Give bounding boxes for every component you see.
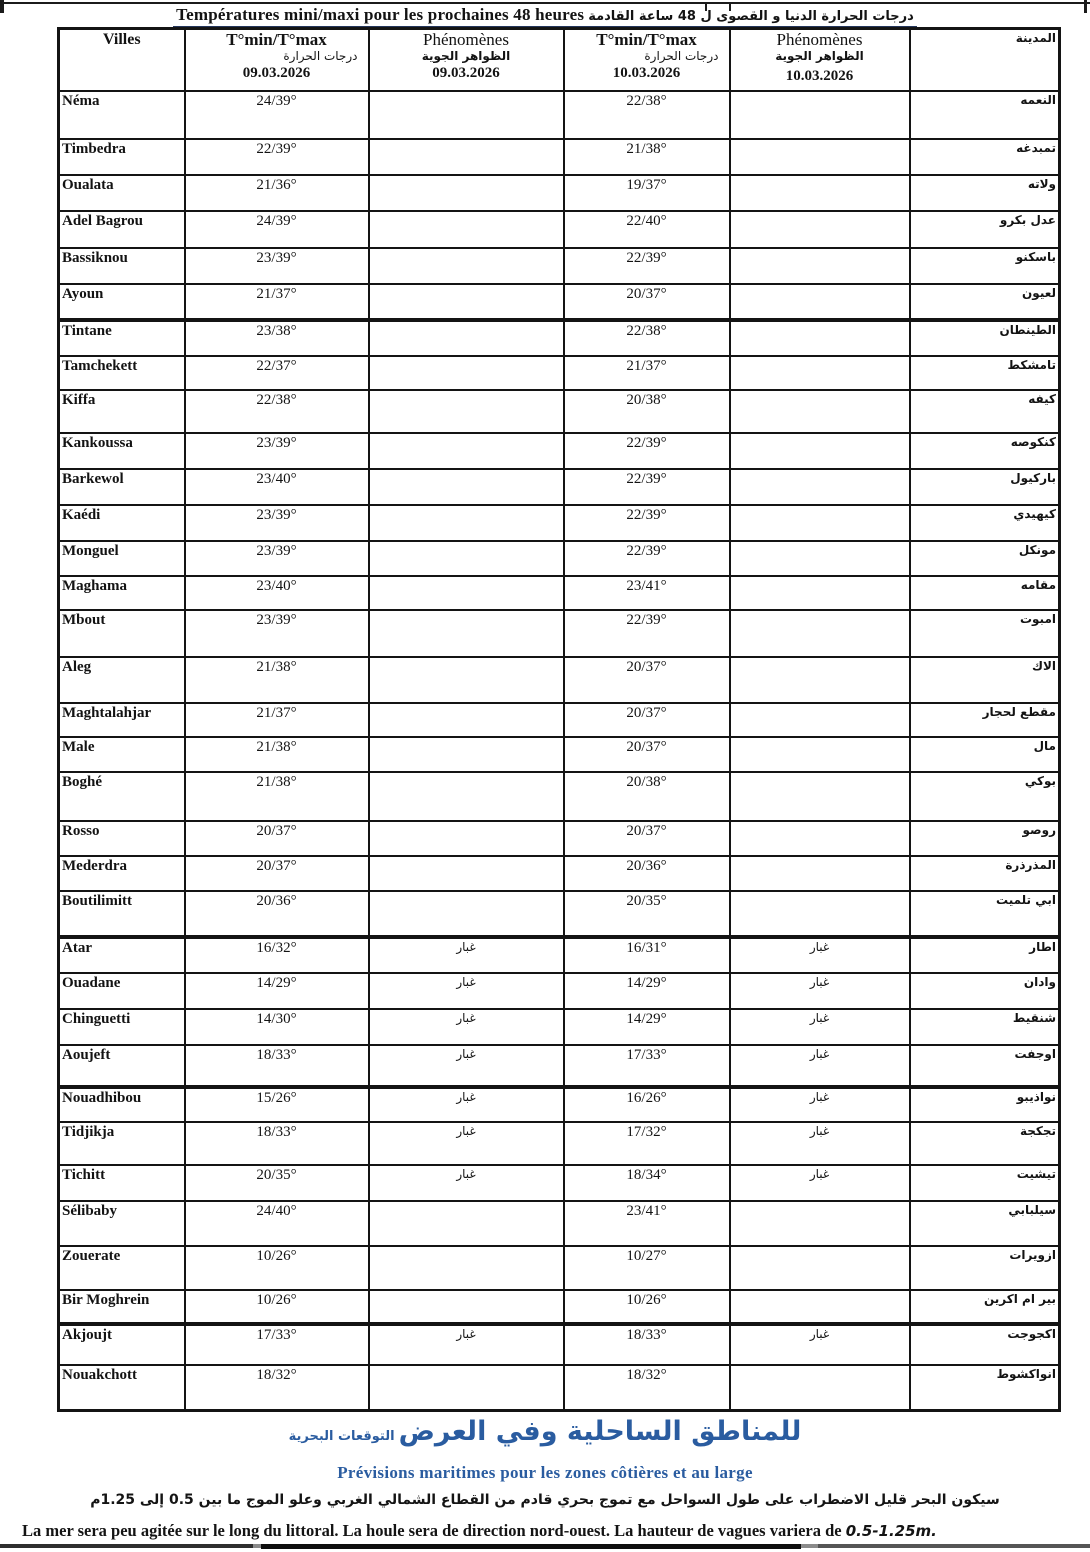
sea-state-text-ar: سيكون البحر قليل الاضطراب على طول السواحل مع تموج بحري قادم من القطاع الشمالي الغربي وعلو الموج ما بين 0.5 إلى 1.25م — [90, 1492, 1000, 1508]
phenomena-day2-value — [730, 469, 910, 505]
sea-state-fr-sentence: La mer sera peu agitée sur le long du littoral. La houle sera de direction nord-ouest. La hauteur de vagues variera de — [22, 1521, 842, 1540]
city-name-ar: اوجفت — [910, 1045, 1060, 1087]
temp-day1-subtitle-ar: درجات الحرارة — [283, 48, 358, 63]
temp-day2-value: 22/39° — [564, 610, 730, 657]
phenomena-day2-value — [730, 821, 910, 856]
phenomena-day1-value — [369, 576, 564, 610]
table-row — [59, 737, 1060, 772]
phenomena-day2-value — [730, 1290, 910, 1324]
temp-day2-value: 20/37° — [564, 703, 730, 737]
phen-day2-title: Phénomènes — [776, 30, 863, 49]
temp-day2-value: 10/26° — [564, 1290, 730, 1324]
phenomena-day1-value — [369, 1201, 564, 1246]
phenomena-day1-value: غبار — [369, 1009, 564, 1045]
phenomena-day2-value — [730, 91, 910, 139]
column-header-temp-day2 — [564, 29, 730, 91]
temp-day2-value: 22/40° — [564, 211, 730, 248]
city-name-fr: Tichitt — [59, 1165, 185, 1201]
temp-day2-subtitle-ar: درجات الحرارة — [644, 48, 719, 63]
city-name-fr: Boutilimitt — [59, 891, 185, 937]
phenomena-day2-value: غبار — [730, 973, 910, 1009]
temp-day1-value: 23/40° — [185, 469, 369, 505]
phenomena-day2-value — [730, 320, 910, 356]
table-row — [59, 821, 1060, 856]
table-row — [59, 1246, 1060, 1290]
phenomena-day1-value — [369, 505, 564, 541]
temp-day1-value: 21/36° — [185, 175, 369, 211]
city-name-fr: Monguel — [59, 541, 185, 576]
city-name-fr: Atar — [59, 937, 185, 973]
temp-day2-value: 23/41° — [564, 576, 730, 610]
city-name-ar: ابي تلميت — [910, 891, 1060, 937]
marine-heading-ar-main: للمناطق الساحلية وفي العرض — [398, 1416, 802, 1447]
city-name-fr: Rosso — [59, 821, 185, 856]
city-name-fr: Kaédi — [59, 505, 185, 541]
phenomena-day2-value — [730, 1365, 910, 1411]
phenomena-day1-value: غبار — [369, 1087, 564, 1122]
wave-height-range: 0.5-1.25m. — [845, 1522, 937, 1540]
city-name-ar: لعيون — [910, 284, 1060, 320]
phenomena-day1-value: غبار — [369, 1045, 564, 1087]
table-row — [59, 576, 1060, 610]
city-name-fr: Oualata — [59, 175, 185, 211]
phenomena-day1-value: غبار — [369, 1165, 564, 1201]
phenomena-day2-value — [730, 248, 910, 284]
phenomena-day1-value — [369, 1290, 564, 1324]
city-name-ar: المذرذرة — [910, 856, 1060, 891]
phenomena-day2-value — [730, 737, 910, 772]
table-row — [59, 610, 1060, 657]
city-name-ar: تجكجة — [910, 1122, 1060, 1165]
phenomena-day2-value — [730, 211, 910, 248]
temp-day1-value: 22/38° — [185, 390, 369, 433]
temp-day2-date: 10.03.2026 — [612, 64, 681, 81]
city-name-ar: نواذيبو — [910, 1087, 1060, 1122]
phenomena-day1-value — [369, 610, 564, 657]
temp-day1-value: 20/35° — [185, 1165, 369, 1201]
temp-day2-value: 18/32° — [564, 1365, 730, 1411]
phenomena-day1-value — [369, 737, 564, 772]
phenomena-day2-value: غبار — [730, 1045, 910, 1087]
column-header-phenomena-day1 — [369, 29, 564, 91]
temp-day1-value: 14/29° — [185, 973, 369, 1009]
table-row — [59, 91, 1060, 139]
table-row — [59, 1165, 1060, 1201]
temp-day1-value: 20/37° — [185, 821, 369, 856]
temp-day1-value: 22/39° — [185, 139, 369, 175]
city-name-fr: Nouadhibou — [59, 1087, 185, 1122]
table-row — [59, 1087, 1060, 1122]
city-name-fr: Tidjikja — [59, 1122, 185, 1165]
temp-day1-value: 23/40° — [185, 576, 369, 610]
city-name-fr: Ouadane — [59, 973, 185, 1009]
temp-day2-value: 14/29° — [564, 1009, 730, 1045]
temp-day1-value: 23/39° — [185, 505, 369, 541]
city-name-ar: امبوت — [910, 610, 1060, 657]
phenomena-day2-value — [730, 356, 910, 390]
city-name-ar: تامشكط — [910, 356, 1060, 390]
phenomena-day1-value — [369, 356, 564, 390]
phenomena-day1-value — [369, 175, 564, 211]
city-name-ar: النعمه — [910, 91, 1060, 139]
table-body — [59, 91, 1060, 1411]
phenomena-day2-value — [730, 433, 910, 469]
phenomena-day2-value — [730, 175, 910, 211]
temp-day2-value: 21/38° — [564, 139, 730, 175]
city-name-fr: Ayoun — [59, 284, 185, 320]
table-row — [59, 937, 1060, 973]
city-name-ar: سيلبابي — [910, 1201, 1060, 1246]
table-row — [59, 973, 1060, 1009]
city-name-fr: Timbedra — [59, 139, 185, 175]
phenomena-day2-value — [730, 576, 910, 610]
city-name-ar: باركيول — [910, 469, 1060, 505]
phenomena-day1-value — [369, 1365, 564, 1411]
temp-day1-value: 21/37° — [185, 284, 369, 320]
temp-day2-value: 23/41° — [564, 1201, 730, 1246]
city-name-ar: تيشيت — [910, 1165, 1060, 1201]
city-name-fr: Zouerate — [59, 1246, 185, 1290]
table-row — [59, 657, 1060, 703]
phenomena-day2-value — [730, 1201, 910, 1246]
table-row — [59, 433, 1060, 469]
phenomena-day1-value — [369, 284, 564, 320]
table-row — [59, 469, 1060, 505]
phen-day2-subtitle-ar: الظواهر الجوية — [775, 48, 864, 63]
city-name-ar: مال — [910, 737, 1060, 772]
temp-day1-value: 21/38° — [185, 657, 369, 703]
city-name-fr: Kankoussa — [59, 433, 185, 469]
bottom-rule-segment — [0, 1544, 253, 1548]
phenomena-day2-value: غبار — [730, 1087, 910, 1122]
city-name-fr: Sélibaby — [59, 1201, 185, 1246]
temp-day2-value: 22/39° — [564, 469, 730, 505]
temp-day1-value: 10/26° — [185, 1246, 369, 1290]
temp-day2-value: 17/32° — [564, 1122, 730, 1165]
temp-day2-value: 21/37° — [564, 356, 730, 390]
city-name-fr: Akjoujt — [59, 1324, 185, 1365]
phenomena-day2-value: غبار — [730, 1009, 910, 1045]
table-row — [59, 284, 1060, 320]
temp-day2-value: 20/38° — [564, 772, 730, 821]
phenomena-day2-value: غبار — [730, 1324, 910, 1365]
city-name-ar: اطار — [910, 937, 1060, 973]
temp-day1-value: 17/33° — [185, 1324, 369, 1365]
phenomena-day2-value — [730, 772, 910, 821]
temp-day2-value: 16/26° — [564, 1087, 730, 1122]
phenomena-day1-value — [369, 139, 564, 175]
city-name-fr: Néma — [59, 91, 185, 139]
city-name-fr: Nouakchott — [59, 1365, 185, 1411]
temp-day1-value: 24/39° — [185, 211, 369, 248]
table-row — [59, 1009, 1060, 1045]
phenomena-day2-value — [730, 1246, 910, 1290]
bottom-rule-segment — [261, 1544, 801, 1549]
city-name-fr: Maghama — [59, 576, 185, 610]
temp-day1-value: 22/37° — [185, 356, 369, 390]
phenomena-day1-value — [369, 657, 564, 703]
city-name-fr: Maghtalahjar — [59, 703, 185, 737]
temp-day2-value: 20/37° — [564, 657, 730, 703]
city-name-fr: Boghé — [59, 772, 185, 821]
table-row — [59, 1201, 1060, 1246]
table-row — [59, 320, 1060, 356]
phenomena-day2-value — [730, 390, 910, 433]
city-name-ar: كنكوصه — [910, 433, 1060, 469]
phenomena-day2-value — [730, 610, 910, 657]
city-name-fr: Bassiknou — [59, 248, 185, 284]
phenomena-day1-value — [369, 541, 564, 576]
temp-day2-value: 22/38° — [564, 91, 730, 139]
phenomena-day2-value — [730, 505, 910, 541]
city-name-ar: ازويرات — [910, 1246, 1060, 1290]
phenomena-day1-value — [369, 91, 564, 139]
table-header — [59, 29, 1060, 91]
table-row — [59, 1122, 1060, 1165]
city-name-ar: بوكي — [910, 772, 1060, 821]
table-row — [59, 248, 1060, 284]
table-row — [59, 356, 1060, 390]
phenomena-day2-value: غبار — [730, 937, 910, 973]
header-row — [59, 29, 1060, 91]
city-name-ar: تمبدغه — [910, 139, 1060, 175]
temp-day1-value: 23/39° — [185, 541, 369, 576]
city-name-ar: مقطع لحجار — [910, 703, 1060, 737]
temp-day2-value: 20/35° — [564, 891, 730, 937]
temp-day1-value: 18/33° — [185, 1045, 369, 1087]
phen-day1-title: Phénomènes — [423, 30, 509, 49]
marine-heading-ar-sub: التوقعات البحرية — [288, 1429, 395, 1444]
bottom-rule-segment — [818, 1544, 1090, 1548]
temp-day2-value: 20/37° — [564, 284, 730, 320]
city-name-ar: عدل بكرو — [910, 211, 1060, 248]
temp-day2-value: 18/33° — [564, 1324, 730, 1365]
table-row — [59, 211, 1060, 248]
table-row — [59, 175, 1060, 211]
temp-day1-value: 16/32° — [185, 937, 369, 973]
page-bottom-rule — [0, 1544, 1090, 1548]
phenomena-day1-value — [369, 821, 564, 856]
temp-day2-value: 22/39° — [564, 433, 730, 469]
temp-day2-value: 16/31° — [564, 937, 730, 973]
city-name-ar: بير ام اكرين — [910, 1290, 1060, 1324]
temp-day1-title: T°min/T°max — [226, 30, 327, 49]
column-header-city-arabic: المدينة — [910, 29, 1060, 91]
temp-day2-value: 22/39° — [564, 541, 730, 576]
phenomena-day1-value — [369, 891, 564, 937]
phenomena-day1-value — [369, 248, 564, 284]
table-row — [59, 772, 1060, 821]
marine-forecast-heading-fr: Prévisions maritimes pour les zones côtières et au large — [337, 1463, 753, 1482]
temp-day2-value: 22/38° — [564, 320, 730, 356]
table-row — [59, 1365, 1060, 1411]
phenomena-day2-value: غبار — [730, 1122, 910, 1165]
temp-day1-value: 23/39° — [185, 248, 369, 284]
temp-day2-value: 20/37° — [564, 737, 730, 772]
city-name-ar: انواكشوط — [910, 1365, 1060, 1411]
phenomena-day2-value — [730, 284, 910, 320]
city-name-fr: Male — [59, 737, 185, 772]
city-name-fr: Bir Moghrein — [59, 1290, 185, 1324]
temp-day2-value: 10/27° — [564, 1246, 730, 1290]
city-name-fr: Tintane — [59, 320, 185, 356]
city-name-fr: Barkewol — [59, 469, 185, 505]
city-name-ar: ولاته — [910, 175, 1060, 211]
table-row — [59, 505, 1060, 541]
phenomena-day1-value — [369, 433, 564, 469]
city-name-fr: Aleg — [59, 657, 185, 703]
title-arabic: درجات الحرارة الدنيا و القصوى ل 48 ساعة القادمة — [588, 9, 914, 24]
phenomena-day1-value — [369, 469, 564, 505]
city-name-ar: شنقيط — [910, 1009, 1060, 1045]
temp-day2-value: 20/36° — [564, 856, 730, 891]
table-row — [59, 856, 1060, 891]
city-name-ar: وادان — [910, 973, 1060, 1009]
marine-forecast-heading-ar — [0, 1416, 1090, 1447]
phenomena-day2-value — [730, 891, 910, 937]
city-name-fr: Mbout — [59, 610, 185, 657]
temp-day2-value: 22/39° — [564, 505, 730, 541]
temp-day2-title: T°min/T°max — [596, 30, 697, 49]
table-row — [59, 1324, 1060, 1365]
temp-day2-value: 22/39° — [564, 248, 730, 284]
temp-day2-value: 19/37° — [564, 175, 730, 211]
phenomena-day1-value: غبار — [369, 1122, 564, 1165]
city-name-fr: Aoujeft — [59, 1045, 185, 1087]
city-name-ar: كيفه — [910, 390, 1060, 433]
column-header-temp-day1 — [185, 29, 369, 91]
phenomena-day1-value — [369, 1246, 564, 1290]
temp-day1-value: 10/26° — [185, 1290, 369, 1324]
column-header-phenomena-day2 — [730, 29, 910, 91]
phen-day1-subtitle-ar: الظواهر الجوية — [421, 48, 511, 63]
document-title — [0, 5, 1090, 28]
document-title-underline — [173, 5, 917, 28]
temp-day1-value: 20/37° — [185, 856, 369, 891]
temp-day2-value: 14/29° — [564, 973, 730, 1009]
city-name-fr: Tamchekett — [59, 356, 185, 390]
phenomena-day1-value — [369, 320, 564, 356]
temp-day1-value: 24/40° — [185, 1201, 369, 1246]
city-name-ar: باسكنو — [910, 248, 1060, 284]
table-row — [59, 390, 1060, 433]
phenomena-day1-value — [369, 211, 564, 248]
temp-day1-value: 20/36° — [185, 891, 369, 937]
city-name-ar: كيهيدي — [910, 505, 1060, 541]
city-name-fr: Adel Bagrou — [59, 211, 185, 248]
phenomena-day2-value: غبار — [730, 1165, 910, 1201]
phenomena-day1-value: غبار — [369, 973, 564, 1009]
city-name-ar: مونكل — [910, 541, 1060, 576]
phenomena-day2-value — [730, 139, 910, 175]
temp-day1-value: 23/39° — [185, 610, 369, 657]
table-row — [59, 703, 1060, 737]
temp-day1-value: 23/38° — [185, 320, 369, 356]
temp-day2-value: 17/33° — [564, 1045, 730, 1087]
city-name-ar: مقامه — [910, 576, 1060, 610]
table-row — [59, 1045, 1060, 1087]
temp-day1-value: 21/38° — [185, 737, 369, 772]
temp-day2-value: 20/38° — [564, 390, 730, 433]
city-name-ar: روصو — [910, 821, 1060, 856]
city-name-ar: الاك — [910, 657, 1060, 703]
city-name-ar: الطينطان — [910, 320, 1060, 356]
city-name-ar: اكجوجت — [910, 1324, 1060, 1365]
column-header-villes: Villes — [59, 29, 185, 91]
temp-day1-value: 15/26° — [185, 1087, 369, 1122]
temp-day1-value: 23/39° — [185, 433, 369, 469]
phenomena-day1-value: غبار — [369, 937, 564, 973]
temp-day1-value: 18/32° — [185, 1365, 369, 1411]
phenomena-day2-value — [730, 703, 910, 737]
phenomena-day1-value — [369, 703, 564, 737]
temp-day2-value: 20/37° — [564, 821, 730, 856]
temp-day1-value: 21/37° — [185, 703, 369, 737]
title-french: Températures mini/maxi pour les prochaines 48 heures — [176, 5, 585, 24]
temp-day1-date: 09.03.2026 — [242, 64, 311, 81]
page-top-rule — [0, 2, 1090, 4]
phenomena-day2-value — [730, 657, 910, 703]
table-row — [59, 1290, 1060, 1324]
temp-day1-value: 14/30° — [185, 1009, 369, 1045]
sea-state-text-fr — [22, 1521, 1072, 1541]
table-row — [59, 891, 1060, 937]
city-name-fr: Mederdra — [59, 856, 185, 891]
temp-day1-value: 18/33° — [185, 1122, 369, 1165]
phenomena-day2-value — [730, 541, 910, 576]
temp-day1-value: 21/38° — [185, 772, 369, 821]
phenomena-day1-value — [369, 856, 564, 891]
temperatures-table — [57, 27, 1061, 1412]
temp-day2-value: 18/34° — [564, 1165, 730, 1201]
temp-day1-value: 24/39° — [185, 91, 369, 139]
phenomena-day1-value: غبار — [369, 1324, 564, 1365]
phenomena-day1-value — [369, 772, 564, 821]
phenomena-day1-value — [369, 390, 564, 433]
table-row — [59, 139, 1060, 175]
table-row — [59, 541, 1060, 576]
phen-day2-date: 10.03.2026 — [785, 67, 854, 84]
phen-day1-date: 09.03.2026 — [432, 64, 500, 81]
phenomena-day2-value — [730, 856, 910, 891]
city-name-fr: Kiffa — [59, 390, 185, 433]
city-name-fr: Chinguetti — [59, 1009, 185, 1045]
